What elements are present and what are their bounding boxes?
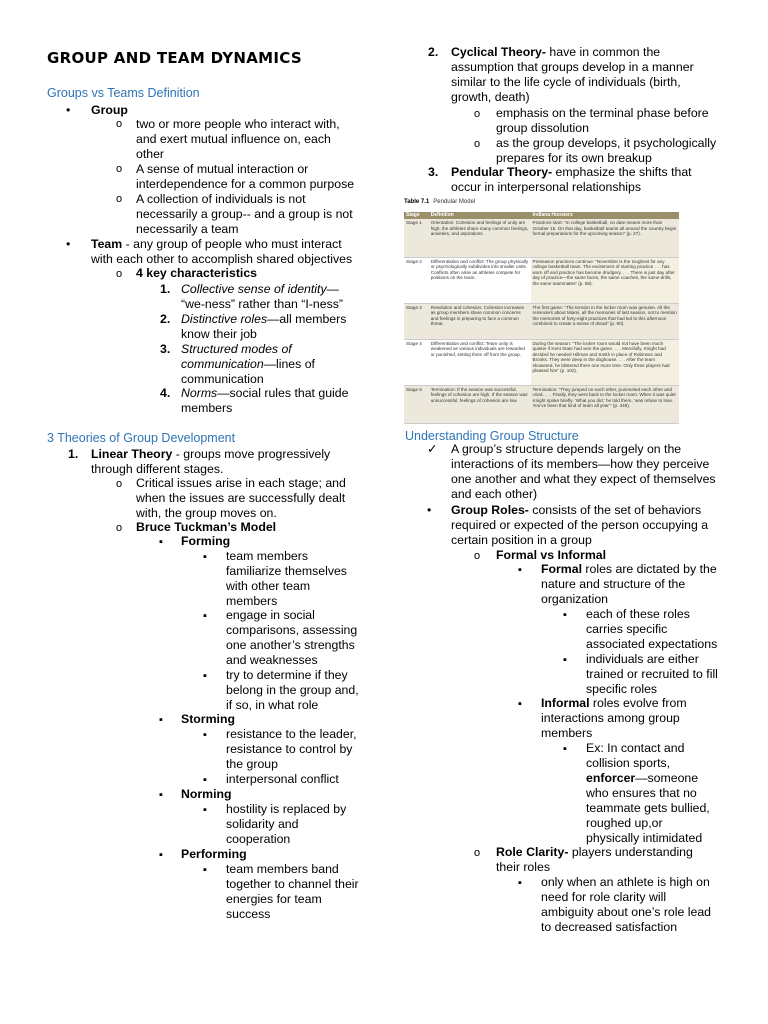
text-line: “we-ness” rather than “I-ness” xyxy=(181,297,343,311)
text-line: comparisons, assessing xyxy=(226,623,358,637)
square-bullet-icon: ▪ xyxy=(203,864,207,876)
square-bullet-icon: ▪ xyxy=(518,564,522,576)
text: —all members xyxy=(267,312,347,326)
text-line: interactions of its members—how they perceive xyxy=(451,457,710,471)
header-cell: Indiana Hoosiers xyxy=(531,212,680,219)
text-line: members xyxy=(541,726,593,740)
text-line: energies for team xyxy=(226,892,322,906)
text: consists of the set of behaviors xyxy=(528,503,702,517)
text-line: each of these roles xyxy=(586,607,690,621)
table-row xyxy=(404,339,679,385)
table-row xyxy=(404,385,679,423)
informal-item-1 xyxy=(586,741,710,846)
square-bullet-icon: ▪ xyxy=(518,877,522,889)
informal-label: Informal xyxy=(541,696,590,710)
text-line: interdependence for a common purpose xyxy=(136,177,355,191)
list-number: 1. xyxy=(160,282,171,296)
text-line: roughed up,or xyxy=(586,816,663,830)
square-bullet-icon: ▪ xyxy=(159,714,163,726)
text-line: individuals are either xyxy=(586,652,699,666)
tuckman-model-label: Bruce Tuckman’s Model xyxy=(136,520,277,534)
cyclical-theory xyxy=(451,45,694,105)
table-cell: Stage 1 xyxy=(404,219,429,257)
table-cell: Stage 5 xyxy=(404,385,429,423)
text: have in common the xyxy=(546,45,661,59)
characteristic-2 xyxy=(181,312,346,342)
text-line: through different stages. xyxy=(91,462,224,476)
list-number: 2. xyxy=(428,45,439,59)
text-line: only when an athlete is high on xyxy=(541,875,710,889)
square-bullet-icon: ▪ xyxy=(563,743,567,755)
text-line: team members xyxy=(226,549,309,563)
circle-bullet-icon: o xyxy=(116,163,123,175)
formal-label: Formal xyxy=(541,562,582,576)
text-line: when the issues are successfully dealt xyxy=(136,491,346,505)
text-line: associated expectations xyxy=(586,637,718,651)
text-line: as the group develops, it psychologically xyxy=(496,136,717,150)
table-cell: Stage 2 xyxy=(404,257,429,303)
group-def-1 xyxy=(136,117,340,162)
role-clarity-label: Role Clarity- xyxy=(496,845,569,859)
text-line: with, the group moves on. xyxy=(136,506,277,520)
text-line: need for role clarity will xyxy=(541,890,667,904)
text-line: occur in interpersonal relationships xyxy=(451,180,642,194)
text-line: A sense of mutual interaction or xyxy=(136,162,309,176)
text-line: ambiguity about one’s role lead xyxy=(541,905,711,919)
circle-bullet-icon: o xyxy=(474,108,481,120)
forming-item-2 xyxy=(226,608,357,668)
text: — xyxy=(326,282,339,296)
text: —social rules that guide xyxy=(217,386,349,400)
text-line: necessarily a team xyxy=(136,222,239,236)
text-line: certain position in a group xyxy=(451,533,592,547)
group-roles xyxy=(451,503,708,548)
table-header-row xyxy=(404,212,679,219)
square-bullet-icon: ▪ xyxy=(203,729,207,741)
table xyxy=(404,212,679,424)
characteristic-3 xyxy=(181,342,315,387)
square-bullet-icon: ▪ xyxy=(563,654,567,666)
text-line: belong in the group and, xyxy=(226,683,359,697)
table-cell: Termination: If the season was successful, feelings of cohesion are high. If the season was unsuccessful, feelings of cohesion are low. xyxy=(429,385,531,423)
cyclical-item-2 xyxy=(496,136,716,166)
text-line: with each other to accomplish shared objectives xyxy=(91,252,353,266)
text-line: interactions among group xyxy=(541,711,680,725)
linear-theory xyxy=(91,447,330,477)
team-definition xyxy=(91,237,352,267)
formal-roles xyxy=(541,562,717,607)
circle-bullet-icon: o xyxy=(474,550,481,562)
table-cell: During the season: “The locker room would not have been much quieter if Kent State had won the game. . . . Mercifully, Knight had decided he needed Hillman and Smith in place of Robinson and Brooks. They were deep in the doghouse. . . . After the team showered, he blistered them one more time. Only three players had pleased him” (p. 102). xyxy=(531,339,680,385)
table-cell: The first game: “The tension in the locker room was genuine. All the reminders about Miami, all the memories of last season, not to mention the memories of forty-eight practices that had led to this afternoon combined to create a sense of dread” (p. 90). xyxy=(531,303,680,339)
forming-item-1 xyxy=(226,549,347,609)
list-number: 1. xyxy=(68,447,79,461)
informal-roles xyxy=(541,696,687,741)
text: players understanding xyxy=(568,845,693,859)
header-cell: Definition xyxy=(429,212,531,219)
text-line: emphasis on the terminal phase before xyxy=(496,106,709,120)
text-line: required or expected of the person occupying a xyxy=(451,518,709,532)
text-line: familiarize themselves xyxy=(226,564,347,578)
pendular-theory xyxy=(451,165,692,195)
text-line: teammate gets bullied, xyxy=(586,801,710,815)
text-line: prepares for its own breakup xyxy=(496,151,652,165)
text: - groups move progressively xyxy=(175,447,331,461)
circle-bullet-icon: o xyxy=(474,847,481,859)
text-line: two or more people who interact with, xyxy=(136,117,340,131)
text-line: solidarity and xyxy=(226,817,299,831)
text-line: resistance to the leader, xyxy=(226,727,357,741)
text-line: communication xyxy=(181,372,264,386)
circle-bullet-icon: o xyxy=(116,268,123,280)
performing-item-1 xyxy=(226,862,359,922)
pendular-theory-label: Pendular Theory- xyxy=(451,165,553,179)
bullet-icon: • xyxy=(66,103,71,117)
text-line: other xyxy=(136,147,165,161)
table-cell: Resolution and cohesion: Cohesion increases as group members share common concerns and feelings in preparing to face a common threat. xyxy=(429,303,531,339)
norming-item-1 xyxy=(226,802,346,847)
text: roles evolve from xyxy=(589,696,687,710)
square-bullet-icon: ▪ xyxy=(203,551,207,563)
team-label: Team xyxy=(91,237,123,251)
storming-item-1 xyxy=(226,727,357,772)
term: communication xyxy=(181,357,264,371)
table-cell: Differentiation and conflict: Team unity is weakened as various individuals are rewarded or punished, setting them off from the group. xyxy=(429,339,531,385)
text-line: members xyxy=(226,594,278,608)
table-cell: Practices start: “In college basketball, no date means more than October 15. On that day, basketball teams all around the country begin formal preparations for the upcoming season” (p. 27). xyxy=(531,219,680,257)
square-bullet-icon: ▪ xyxy=(159,789,163,801)
text-line: if so, in what role xyxy=(226,698,319,712)
square-bullet-icon: ▪ xyxy=(203,670,207,682)
text-line: A collection of individuals is not xyxy=(136,192,306,206)
table-cell: Orientation: Cohesion and feelings of unity are high; the athletes share many common feelings, anxieties, and aspirations. xyxy=(429,219,531,257)
table-cell: Termination: “They jumped on each other, pummeled each other and cried. . . . Finally, they went back to the locker room. When it was quiet Knight spoke briefly. ‘What you did,’ he told them, ‘was refuse to lose. You’ve been that kind of team all year’” (p. 349). xyxy=(531,385,680,423)
text-line: one another and what they expect of themselves xyxy=(451,472,716,486)
text-line: engage in social xyxy=(226,608,315,622)
check-icon: ✓ xyxy=(427,442,438,456)
text-line: nature and structure of the xyxy=(541,577,686,591)
square-bullet-icon: ▪ xyxy=(159,849,163,861)
pendular-model-table xyxy=(404,195,679,424)
text-line: members xyxy=(181,401,233,415)
norming-label: Norming xyxy=(181,787,232,801)
section-heading-groups-vs-teams: Groups vs Teams Definition xyxy=(47,86,200,100)
square-bullet-icon: ▪ xyxy=(203,804,207,816)
term: Distinctive roles xyxy=(181,312,268,326)
table-cell: Differentiation and conflict: The group physically or psychologically subdivides into smaller units. Conflicts often arise as athletes compete for positions on the team. xyxy=(429,257,531,303)
forming-label: Forming xyxy=(181,534,231,548)
forming-item-3 xyxy=(226,668,359,713)
table-cell: Stage 4 xyxy=(404,339,429,385)
text-line: with other team xyxy=(226,579,311,593)
text-line: assumption that groups develop in a manner xyxy=(451,60,694,74)
square-bullet-icon: ▪ xyxy=(159,536,163,548)
circle-bullet-icon: o xyxy=(116,118,123,130)
group-roles-label: Group Roles- xyxy=(451,503,529,517)
text-line: know their job xyxy=(181,327,257,341)
role-clarity xyxy=(496,845,693,875)
text-line: the group xyxy=(226,757,278,771)
linear-theory-label: Linear Theory xyxy=(91,447,173,461)
header-cell: Stage xyxy=(404,212,429,219)
table-row xyxy=(404,257,679,303)
cyclical-item-1 xyxy=(496,106,709,136)
text: roles are dictated by the xyxy=(582,562,717,576)
bullet-icon: • xyxy=(427,503,432,517)
text-line: organization xyxy=(541,592,608,606)
list-number: 3. xyxy=(428,165,439,179)
circle-bullet-icon: o xyxy=(474,138,481,150)
bullet-icon: • xyxy=(66,237,71,251)
text-line: and exert mutual influence on, each xyxy=(136,132,331,146)
term: Structured modes of xyxy=(181,342,292,356)
table-row xyxy=(404,219,679,257)
text-line: who ensures that no xyxy=(586,786,697,800)
text-line: resistance to control by xyxy=(226,742,353,756)
section-heading-theories: 3 Theories of Group Development xyxy=(47,431,236,445)
text-line: growth, death) xyxy=(451,90,530,104)
text-line: similar to the life cycle of individuals (birth, xyxy=(451,75,681,89)
group-label: Group xyxy=(91,103,128,117)
formal-item-1 xyxy=(586,607,717,652)
circle-bullet-icon: o xyxy=(116,193,123,205)
text-line: success xyxy=(226,907,271,921)
circle-bullet-icon: o xyxy=(116,522,123,534)
text: emphasize the shifts that xyxy=(552,165,692,179)
text-line: A group’s structure depends largely on the xyxy=(451,442,682,456)
text-line: group dissolution xyxy=(496,121,589,135)
text-line: their roles xyxy=(496,860,550,874)
square-bullet-icon: ▪ xyxy=(203,774,207,786)
text-line: one another’s strengths xyxy=(226,638,355,652)
text: —someone xyxy=(635,771,699,785)
role-clarity-item-1 xyxy=(541,875,711,935)
table-cell: Stage 3 xyxy=(404,303,429,339)
structure-statement xyxy=(451,442,716,502)
group-def-3 xyxy=(136,192,353,237)
characteristic-1 xyxy=(181,282,343,312)
table-cell: Preseason practices continue: “November is the toughest for any college basketball team. The excitement of starting practice . . . has worn off and practice has become drudgery. . . . There is just day after day of practice—the same faces, the same coaches, the same drills, the same teammates” (p. 59). xyxy=(531,257,680,303)
group-def-2 xyxy=(136,162,354,192)
text-line: - any group of people who must interact xyxy=(122,237,342,251)
text-line: to decreased satisfaction xyxy=(541,920,678,934)
formal-item-2 xyxy=(586,652,718,697)
text-line: necessarily a group-- and a group is not xyxy=(136,207,353,221)
square-bullet-icon: ▪ xyxy=(203,610,207,622)
text-line: together to channel their xyxy=(226,877,359,891)
critical-issues xyxy=(136,476,346,521)
cyclical-theory-label: Cyclical Theory- xyxy=(451,45,546,59)
text-line: physically intimidated xyxy=(586,831,703,845)
storming-item-2 xyxy=(226,772,339,787)
square-bullet-icon: ▪ xyxy=(518,698,522,710)
text-line: and each other) xyxy=(451,487,538,501)
text-line: cooperation xyxy=(226,832,291,846)
text-line: hostility is replaced by xyxy=(226,802,347,816)
list-number: 2. xyxy=(160,312,171,326)
text-line: interpersonal conflict xyxy=(226,772,339,786)
term: Norms xyxy=(181,386,218,400)
text: —lines of xyxy=(263,357,315,371)
text-line: Ex: In contact and xyxy=(586,741,685,755)
table-caption-number: Table 7.1 xyxy=(404,199,430,205)
text-line: specific roles xyxy=(586,682,658,696)
enforcer-term: enforcer xyxy=(586,771,636,785)
text-line: Critical issues arise in each stage; and xyxy=(136,476,346,490)
storming-label: Storming xyxy=(181,712,235,726)
section-heading-group-structure: Understanding Group Structure xyxy=(405,429,579,443)
text-line: trained or recruited to fill xyxy=(586,667,718,681)
table-caption: Pendular Model xyxy=(433,199,476,205)
text-line: team members band xyxy=(226,862,339,876)
page-title: GROUP AND TEAM DYNAMICS xyxy=(47,49,302,67)
performing-label: Performing xyxy=(181,847,247,861)
text-line: try to determine if they xyxy=(226,668,348,682)
text-line: collision sports, xyxy=(586,756,671,770)
list-number: 3. xyxy=(160,342,171,356)
formal-vs-informal-label: Formal vs Informal xyxy=(496,548,607,562)
characteristic-4 xyxy=(181,386,348,416)
term: Collective sense of identity xyxy=(181,282,327,296)
table-row xyxy=(404,303,679,339)
key-characteristics-label: 4 key characteristics xyxy=(136,266,258,280)
square-bullet-icon: ▪ xyxy=(563,609,567,621)
text-line: and weaknesses xyxy=(226,653,318,667)
text-line: carries specific xyxy=(586,622,668,636)
circle-bullet-icon: o xyxy=(116,478,123,490)
list-number: 4. xyxy=(160,386,171,400)
